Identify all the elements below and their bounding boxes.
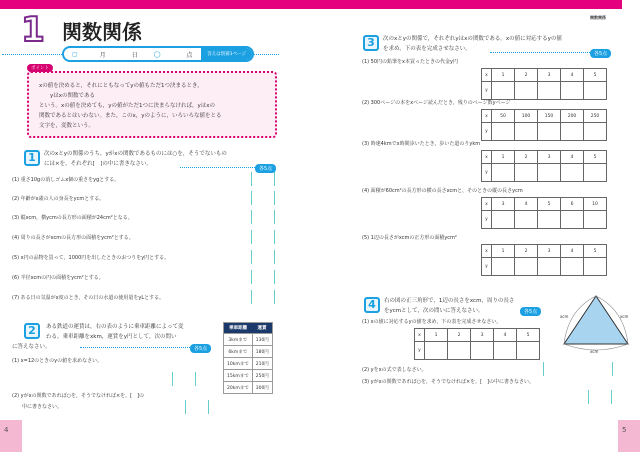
row-label: y [482, 123, 492, 141]
table-row [224, 346, 273, 358]
y-answer-cell[interactable] [494, 342, 517, 360]
x-value: 4 [515, 198, 538, 211]
point-line: 関数であるとはいわない。また，このx，yのように，いろいろな値をとる [39, 113, 222, 119]
question-item: (5) x円の品物を買って，1000円を出したときのおつりをy円とする。 [12, 255, 170, 261]
row-label: y [482, 82, 492, 100]
row-label: x [482, 198, 492, 211]
answer-bracket[interactable] [588, 390, 612, 404]
y-answer-cell[interactable] [515, 164, 538, 182]
point-line: という。xの値を決めても，yの値がただ1つに決まらなければ，yはxの [39, 103, 216, 109]
column-header: 運賃 [252, 323, 272, 334]
y-answer-cell[interactable] [515, 82, 538, 100]
side-label: xcm [620, 314, 629, 319]
x-value: 1 [492, 69, 515, 82]
table-cell: 20kmまで [224, 382, 253, 394]
x-value: 1 [425, 329, 448, 342]
y-answer-cell[interactable] [584, 164, 607, 182]
question-item: 中に書きなさい。 [22, 404, 63, 410]
x-value: 1 [492, 151, 515, 164]
score-badge: 各5点 [590, 49, 611, 58]
x-row [415, 329, 540, 342]
side-label: xcm [590, 349, 599, 354]
x-value: 6 [561, 198, 584, 211]
x-value: 4 [561, 151, 584, 164]
fare-table [223, 322, 273, 394]
question-item: (5) 1辺の長さがxcmの正方形の面積ycm² [362, 235, 457, 241]
question-item: (1) x=12のときのyの値を求めなさい。 [12, 358, 103, 364]
row-label: x [482, 69, 492, 82]
point-box [27, 71, 277, 138]
question-text: に答えなさい。 [12, 344, 51, 350]
y-answer-cell[interactable] [492, 211, 515, 229]
answer-bracket[interactable] [251, 250, 275, 264]
y-answer-cell[interactable] [584, 258, 607, 276]
question-number: 1 [24, 150, 40, 166]
row-label: x [482, 245, 492, 258]
answer-reference: 答えは別冊1ページ [201, 48, 252, 60]
y-answer-cell[interactable] [584, 211, 607, 229]
y-answer-cell[interactable] [538, 123, 561, 141]
y-answer-cell[interactable] [515, 123, 538, 141]
score-badge: 各5点 [190, 344, 211, 353]
answer-bracket[interactable] [251, 210, 275, 224]
x-row [482, 110, 607, 123]
page-title: 関数関係 [62, 20, 142, 44]
x-value: 5 [538, 198, 561, 211]
running-header: 関数関係 [590, 15, 606, 20]
x-value: 5 [517, 329, 540, 342]
value-table [481, 68, 607, 100]
question-item: (4) 周りの長さがxcmの長方形の面積をycm²とする。 [12, 235, 134, 241]
x-value: 5 [584, 151, 607, 164]
row-label: y [482, 211, 492, 229]
y-answer-cell[interactable] [561, 123, 584, 141]
value-table [481, 150, 607, 182]
question-item: (3) 時速4kmでx時間歩いたとき，歩いた道のりykm [362, 141, 481, 147]
x-value: 2 [515, 151, 538, 164]
x-value: 3 [538, 245, 561, 258]
answer-bracket[interactable] [172, 372, 196, 386]
x-value: 4 [494, 329, 517, 342]
value-table [481, 109, 607, 141]
question-item: (2) yをxの式で表しなさい。 [362, 367, 427, 373]
value-table [481, 244, 607, 276]
table-cell: 15kmまで [224, 370, 253, 382]
question-item: (3) 縦xcm，横ycmの長方形の面積が24cm²となる。 [12, 215, 133, 221]
score-badge: 各5点 [520, 307, 541, 316]
table-cell: 6kmまで [224, 346, 253, 358]
answer-bracket[interactable] [251, 172, 275, 186]
y-answer-cell[interactable] [492, 164, 515, 182]
row-label: y [415, 342, 425, 360]
x-value: 2 [515, 245, 538, 258]
y-answer-cell[interactable] [492, 82, 515, 100]
y-answer-cell[interactable] [515, 258, 538, 276]
score-icon: ◯ [153, 50, 161, 58]
y-answer-cell[interactable] [538, 258, 561, 276]
table-cell: 130円 [252, 334, 272, 346]
x-value: 3 [538, 69, 561, 82]
question-item: (7) ある日の気温がx度のとき，その日の水道の使用量をyLとする。 [12, 295, 165, 301]
answer-bracket[interactable] [251, 230, 275, 244]
answer-bracket[interactable] [543, 362, 613, 376]
question-text: 次のxとyの関係で，それぞれyはxの関数である。xの値に対応するyの値 を求め，下の表を完成させなさい。 [383, 36, 562, 52]
point-line: yはxの関数である [39, 93, 96, 99]
y-answer-cell[interactable] [492, 123, 515, 141]
y-row [482, 123, 607, 141]
y-answer-cell[interactable] [561, 164, 584, 182]
x-value: 150 [538, 110, 561, 123]
y-answer-cell[interactable] [425, 342, 448, 360]
value-table [481, 197, 607, 229]
row-label: x [482, 151, 492, 164]
y-answer-cell[interactable] [584, 123, 607, 141]
page-number-left: 4 [0, 420, 22, 452]
x-value: 10 [584, 198, 607, 211]
answer-bracket[interactable] [251, 290, 275, 304]
y-answer-cell[interactable] [471, 342, 494, 360]
x-value: 4 [561, 245, 584, 258]
question-item: (2) 年齢がx歳の人の身長をycmとする。 [12, 196, 105, 202]
row-label: y [482, 258, 492, 276]
x-value: 2 [448, 329, 471, 342]
divider [180, 167, 255, 168]
y-row [415, 342, 540, 360]
y-row [482, 164, 607, 182]
divider [2, 54, 62, 55]
x-row [482, 198, 607, 211]
question-item: (4) 面積が60cm²の長方形の横の長さxcmと，そのときの縦の長さycm [362, 188, 523, 194]
row-label: y [482, 164, 492, 182]
x-row [482, 69, 607, 82]
unit-number: 1 [21, 10, 45, 50]
table-row [224, 358, 273, 370]
score-label: 点 [186, 51, 193, 59]
question-text: 次のxとyの関係のうち，yがxの関数であるものには○を，そうでないもの には×を，それぞれ[ ]の中に書きなさい。 [44, 151, 227, 167]
y-answer-cell[interactable] [538, 164, 561, 182]
y-answer-cell[interactable] [584, 82, 607, 100]
answer-bracket[interactable] [251, 270, 275, 284]
equilateral-triangle-figure [558, 292, 634, 354]
table-cell: 3kmまで [224, 334, 253, 346]
y-answer-cell[interactable] [492, 258, 515, 276]
table-cell: 180円 [252, 346, 272, 358]
answer-bracket[interactable] [251, 191, 275, 205]
y-row [482, 211, 607, 229]
column-header: 乗車距離 [224, 323, 253, 334]
x-row [482, 151, 607, 164]
top-color-band [0, 0, 622, 9]
question-item: (1) 50円の鉛筆をx本買ったときの代金y円 [362, 59, 458, 65]
y-answer-cell[interactable] [517, 342, 540, 360]
date-score-bar [62, 46, 254, 62]
x-value: 100 [515, 110, 538, 123]
side-label: xcm [560, 314, 569, 319]
question-item: (1) 重さ10gの消しゴムx個の重さをygとする。 [12, 177, 120, 183]
y-answer-cell[interactable] [561, 211, 584, 229]
x-value: 3 [471, 329, 494, 342]
y-answer-cell[interactable] [538, 211, 561, 229]
divider [80, 347, 190, 348]
month-label: 月 [99, 51, 106, 59]
answer-bracket[interactable] [185, 400, 209, 414]
question-number: 2 [24, 323, 40, 339]
question-item: (2) 300ページの本をxページ読んだとき，残りのページ数yページ [362, 100, 511, 106]
table-row [224, 382, 273, 394]
table-row [224, 334, 273, 346]
x-value: 4 [561, 69, 584, 82]
y-answer-cell[interactable] [538, 82, 561, 100]
score-badge: 各5点 [255, 164, 276, 173]
x-value: 3 [492, 198, 515, 211]
table-cell: 250円 [252, 370, 272, 382]
x-value: 5 [584, 245, 607, 258]
y-answer-cell[interactable] [561, 82, 584, 100]
question-item: (1) xの値に対応するyの値を求め，下の表を完成させなさい。 [362, 319, 502, 325]
y-row [482, 258, 607, 276]
question-text: 右の図の正三角形で，1辺の長さをxcm，周りの長さ をycmとして，次の問いに答えなさい。 [384, 298, 515, 314]
question-item: (3) yがxの関数であれば○を，そうでなければ×を，[ ]の中に書きなさい。 [362, 379, 535, 385]
divider [254, 54, 279, 55]
y-answer-cell[interactable] [561, 258, 584, 276]
divider [490, 52, 590, 53]
x-value: 200 [561, 110, 584, 123]
point-line: xの値を決めると，それにともなってyの値もただ1つ決まるとき， [39, 83, 203, 89]
x-value: 3 [538, 151, 561, 164]
question-text: ある鉄道の運賃は，右の表のように乗車距離によって変 わる。乗車距離をxkm，運賃をy円として，次の問い [46, 324, 184, 340]
table-cell: 10kmまで [224, 358, 253, 370]
question-item: (6) 半径xcmの円の面積をycm²とする。 [12, 275, 104, 281]
point-line: 文字を，変数という。 [39, 123, 95, 129]
row-label: x [415, 329, 425, 342]
x-value: 50 [492, 110, 515, 123]
y-row [482, 82, 607, 100]
x-value: 1 [492, 245, 515, 258]
question-number: 3 [363, 35, 379, 51]
y-answer-cell[interactable] [515, 211, 538, 229]
row-label: x [482, 110, 492, 123]
question-item: (2) yがxの関数であれば○を，そうでなければ×を，[ ]の [12, 393, 145, 399]
page-number-right: 5 [618, 420, 640, 452]
value-table [414, 328, 540, 360]
y-answer-cell[interactable] [448, 342, 471, 360]
x-value: 2 [515, 69, 538, 82]
question-number: 4 [364, 297, 380, 313]
x-value: 5 [584, 69, 607, 82]
x-value: 250 [584, 110, 607, 123]
table-cell: 210円 [252, 358, 272, 370]
calendar-icon: ▢ [72, 50, 78, 58]
day-label: 日 [131, 51, 138, 59]
x-row [482, 245, 607, 258]
table-cell: 300円 [252, 382, 272, 394]
table-row [224, 370, 273, 382]
point-tag: ポイント [27, 64, 53, 72]
